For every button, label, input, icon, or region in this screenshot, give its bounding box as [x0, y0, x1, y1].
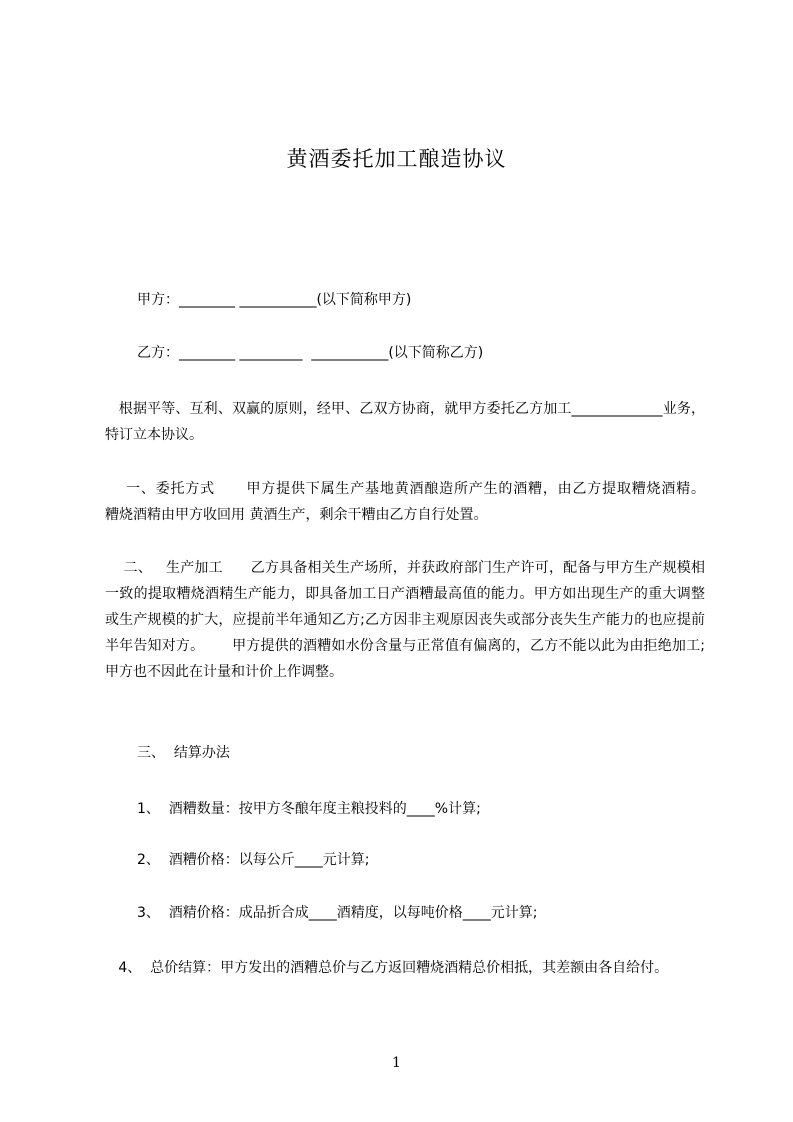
section-1-paragraph: 一、委托方式 甲方提供下属生产基地黄酒酿造所产生的酒糟，由乙方提取糟烧酒精。 糟烧酒精由甲方收回用 黄酒生产，剩余干糟由乙方自行处置。: [105, 481, 732, 523]
section-2-paragraph: 二、 生产加工 乙方具备相关生产场所，并获政府部门生产许可，配备与甲方生产规模相一致的提取糟烧酒精生产能力，即具备加工日产酒糟最高值的能力。甲方如出现生产的重大调整或生产规模的扩大，应提前半年通知乙方;乙方因非主观原因丧失或部分丧失生产能力的也应提前半年告知对方。 甲方提供的酒糟如水份含量与正常值有偏离的，乙方不能以此为由拒绝加工;甲方也不因此在计量和计价上作调整。: [105, 560, 705, 680]
preamble-paragraph: 根据平等、互利、双赢的原则，经甲、乙双方协商，就甲方委托乙方加工_____________业务，特订立本协议。: [105, 401, 705, 443]
document-title: 黄酒委托加工酿造协议: [286, 147, 507, 171]
section-3-heading: 三、 结算办法: [137, 745, 230, 761]
settlement-item-2: 2、 酒糟价格：以每公斤____元计算;: [137, 852, 370, 868]
settlement-item-4: 4、 总价结算：甲方发出的酒糟总价与乙方返回糟烧酒精总价相抵，其差额由各自给付。: [105, 960, 669, 976]
party-b-line: 乙方：________ _________ ___________(以下简称乙方): [137, 345, 484, 361]
settlement-item-1: 1、 酒糟数量：按甲方冬酿年度主粮投料的____%计算;: [137, 801, 481, 817]
page-number: 1: [392, 1055, 401, 1071]
settlement-item-3: 3、 酒精价格：成品折合成____酒精度，以每吨价格____元计算;: [137, 905, 538, 921]
party-a-line: 甲方：________ ___________(以下简称甲方): [137, 292, 412, 308]
